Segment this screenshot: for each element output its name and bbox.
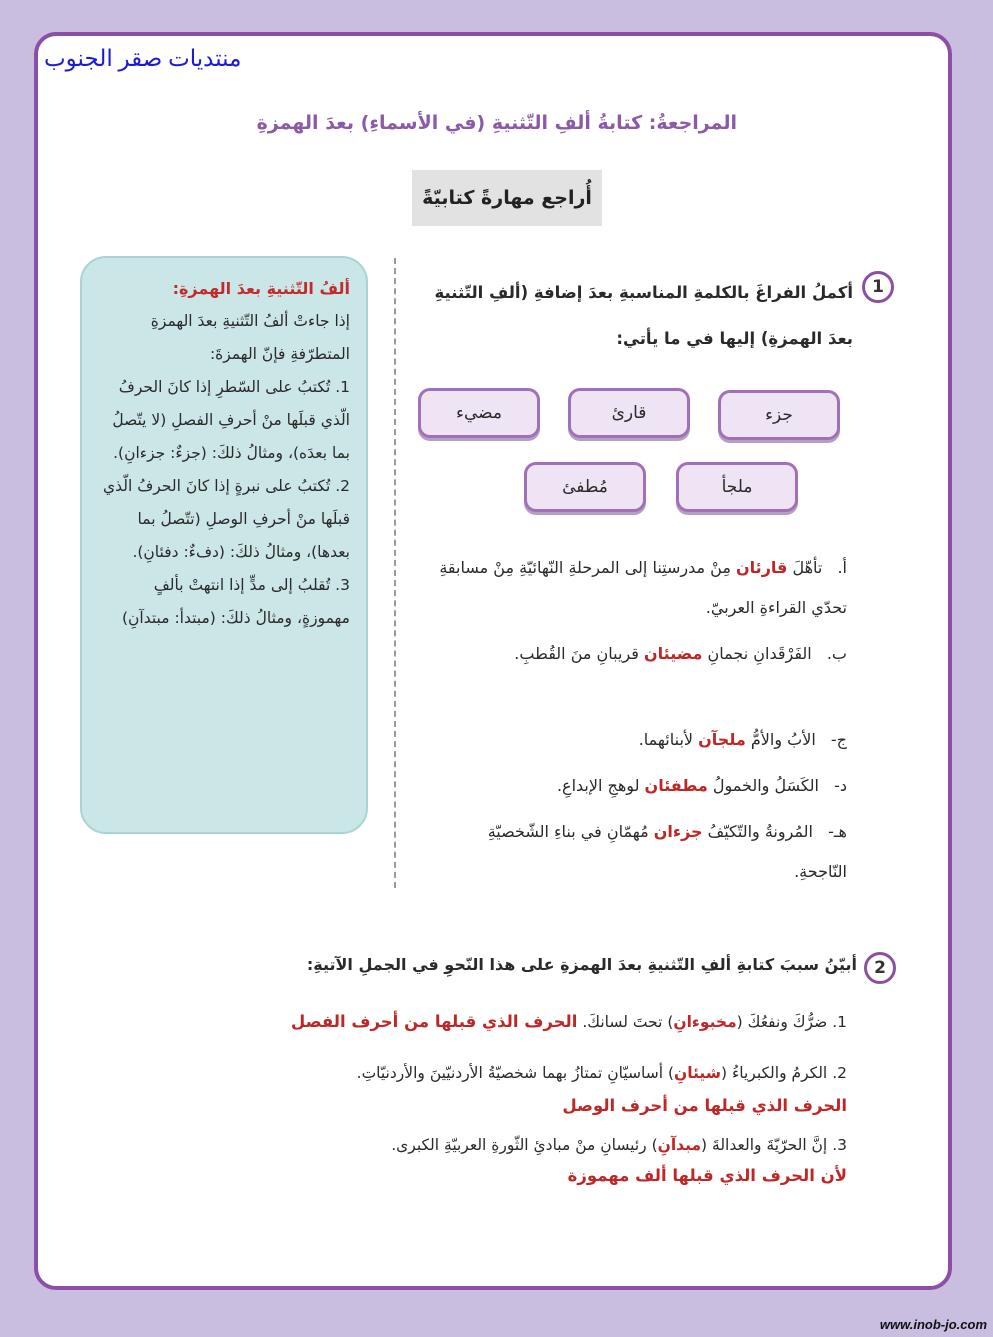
q2-answer: لأن الحرف الذي قبلها ألف مهموزة — [567, 1166, 847, 1185]
q2-item-2: 2. الكرمُ والكبرياءُ (شيئانِ) أساسيّانِ تمتازُ بهما شخصيّةُ الأردنيّينَ والأردنيّاتِ. — [356, 1064, 847, 1082]
sentence-letter: هـ- — [828, 822, 847, 841]
q2-answer: الحرف الذي قبلها من أحرف الفصل — [290, 1012, 578, 1031]
sentence-letter: ج- — [830, 730, 847, 749]
q2-item-1: 1. ضرُّكَ ونفعُكَ (مخبوءانِ) تحتَ لسانكَ. الحرف الذي قبلها من أحرف الفصل — [290, 1012, 847, 1031]
sentence-c: ج- الأبُ والأمُّ ملجآن لأبنائهما. — [638, 730, 847, 749]
question-2-number: 2 — [864, 952, 896, 984]
sentence-letter: د- — [834, 776, 847, 795]
question-1-instruction: أكملُ الفراغَ بالكلمةِ المناسبةِ بعدَ إضافةِ (ألفِ التّثنيةِ بعدَ الهمزةِ) إليها في ما يأتي: — [434, 283, 853, 348]
rule-intro: إذا جاءتْ ألفُ التّثنيةِ بعدَ الهمزةِ المتطرّفةِ فإنّ الهمزةَ: — [150, 312, 350, 363]
sentence-a: أ. تأهّلَ قارئان مِنْ مدرستِنا إلى المرحلةِ النّهائيّةِ مِنْ مسابقةِ تحدّي القراءةِ العربيّ. — [439, 558, 847, 617]
question-2-instruction: أبيّنُ سببَ كتابةِ ألفِ التّثنيةِ بعدَ الهمزةِ على هذا النّحوِ في الجملِ الآتيةِ: — [306, 955, 857, 974]
sentence-letter: ب. — [826, 644, 847, 663]
footer-url: www.inob-jo.com — [879, 1317, 987, 1332]
answer-word: مضيئان — [644, 644, 703, 663]
column-divider — [394, 258, 396, 888]
answer-word: مطفئان — [644, 776, 708, 795]
rule-item: 3. تُقلبُ إلى مدٍّ إذا انتهتْ بألفٍ مهموزةٍ، ومثالُ ذلكَ: (مبتدأ: مبتدآنِ) — [122, 576, 350, 627]
q2-item-3: 3. إنَّ الحرّيّةَ والعدالةَ (مبدآنِ) رئيسانِ منْ مبادئِ الثّورةِ العربيّةِ الكبرى. — [391, 1136, 847, 1154]
answer-word: مبدآنِ — [657, 1136, 702, 1154]
forum-watermark: منتديات صقر الجنوب — [44, 46, 242, 71]
word-chip: جزء — [718, 390, 840, 440]
answer-word: جزءان — [653, 822, 703, 841]
skill-heading: أُراجع مهارةً كتابيّةً — [412, 170, 602, 226]
q2-answer: الحرف الذي قبلها من أحرف الوصل — [562, 1096, 847, 1115]
answer-word: قارئان — [736, 558, 788, 577]
sentence-e: هـ- المُرونةُ والتّكيّفُ جزءان مُهمّانِ في بناءِ الشّخصيّةِ النّاجحةِ. — [487, 822, 847, 881]
answer-word: مخبوءانِ — [673, 1013, 737, 1031]
sentence-d: د- الكَسَلُ والخمولُ مطفئان لوهجِ الإبداعِ. — [556, 776, 847, 795]
answer-word: ملجآن — [698, 730, 746, 749]
rule-item: 1. تُكتبُ على السّطرِ إذا كانَ الحرفُ الّذي قبلَها منْ أحرفِ الفصلِ (لا يتّصلُ بما بعدَه)، ومثالُ ذلكَ: (جزءٌ: جزءانِ). — [112, 378, 350, 462]
answer-word: شيئانِ — [674, 1064, 721, 1082]
lesson-title: المراجعةُ: كتابةُ ألفِ التّثنيةِ (في الأسماءِ) بعدَ الهمزةِ — [256, 112, 737, 134]
sentence-b: ب. الفَرْقَدانِ نجمانِ مضيئان قريبانِ منَ القُطبِ. — [514, 644, 847, 663]
word-chip: ملجأ — [676, 462, 798, 512]
sentence-letter: أ. — [837, 558, 847, 577]
rule-item: 2. تُكتبُ على نبرةٍ إذا كانَ الحرفُ الّذي قبلَها منْ أحرفِ الوصلِ (تتّصلُ بما بعدها)، ومثالُ ذلكَ: (دفءٌ: دفئانِ). — [103, 477, 350, 561]
word-chip: قارئ — [568, 388, 690, 438]
rule-title: ألفُ التّثنيةِ بعدَ الهمزةِ: — [172, 279, 350, 298]
word-chip: مُطفئ — [524, 462, 646, 512]
word-chip: مضيء — [418, 388, 540, 438]
rule-box — [80, 256, 368, 834]
question-1-number: 1 — [862, 271, 894, 303]
